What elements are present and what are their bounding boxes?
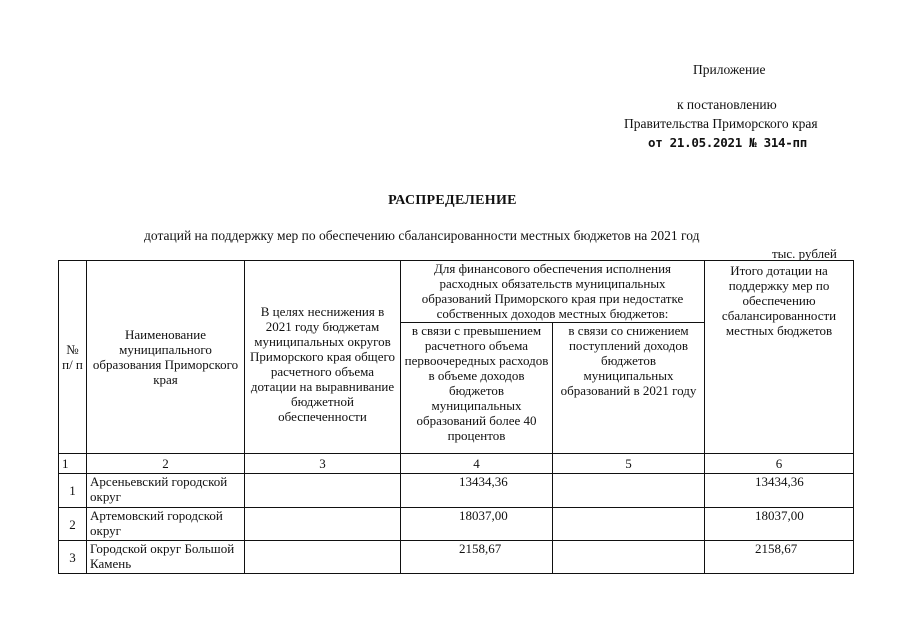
row-col3 xyxy=(245,474,401,508)
row-col3 xyxy=(245,541,401,574)
units-label: тыс. рублей xyxy=(772,246,837,261)
government-line: Правительства Приморского края xyxy=(624,116,818,131)
row-col3 xyxy=(245,508,401,541)
row-col5 xyxy=(553,508,705,541)
header-group: Для финансового обеспечения исполнения расходных обязательств муниципальных образований Приморского края при недостатке собственных доходов местных бюджетов: xyxy=(401,261,705,323)
header-num: № п/ п xyxy=(59,261,87,454)
resolution-ref-line: к постановлению xyxy=(677,97,777,112)
row-name: Городской округ Большой Камень xyxy=(87,541,245,574)
header-col4: в связи с превышением расчетного объема первоочередных расходов в объеме доходов бюджетов муниципальных образований более 40 процентов xyxy=(401,323,553,454)
document-title: РАСПРЕДЕЛЕНИЕ xyxy=(388,193,517,208)
header-col5: в связи со снижением поступлений доходов бюджетов муниципальных образований в 2021 году xyxy=(553,323,705,454)
row-num: 1 xyxy=(59,474,87,508)
col-number: 2 xyxy=(87,454,245,474)
row-col5 xyxy=(553,474,705,508)
row-name: Артемовский городской округ xyxy=(87,508,245,541)
table-row xyxy=(59,508,854,541)
row-col6: 2158,67 xyxy=(705,541,854,574)
col-number: 1 xyxy=(59,454,87,474)
header-col3: В целях неснижения в 2021 году бюджетам муниципальных округов Приморского края общего расчетного объема дотации на выравнивание бюджетной обеспеченности xyxy=(245,261,401,454)
row-col6: 13434,36 xyxy=(705,474,854,508)
document-subtitle: дотаций на поддержку мер по обеспечению сбалансированности местных бюджетов на 2021 год xyxy=(144,228,700,243)
row-col6: 18037,00 xyxy=(705,508,854,541)
row-col4: 2158,67 xyxy=(401,541,553,574)
col-number: 5 xyxy=(553,454,705,474)
appendix-label: Приложение xyxy=(693,62,766,77)
col-number: 3 xyxy=(245,454,401,474)
column-number-row xyxy=(59,454,854,474)
table-row xyxy=(59,541,854,574)
row-col5 xyxy=(553,541,705,574)
row-num: 2 xyxy=(59,508,87,541)
distribution-table xyxy=(58,260,854,574)
col-number: 4 xyxy=(401,454,553,474)
row-col4: 13434,36 xyxy=(401,474,553,508)
row-col4: 18037,00 xyxy=(401,508,553,541)
row-name: Арсеньевский городской округ xyxy=(87,474,245,508)
col-number: 6 xyxy=(705,454,854,474)
table-row xyxy=(59,474,854,508)
header-col6: Итого дотации на поддержку мер по обеспечению сбалансированности местных бюджетов xyxy=(705,261,854,454)
row-num: 3 xyxy=(59,541,87,574)
header-name: Наименование муниципального образования Приморского края xyxy=(87,261,245,454)
resolution-date-number: от 21.05.2021 № 314-пп xyxy=(648,135,807,150)
